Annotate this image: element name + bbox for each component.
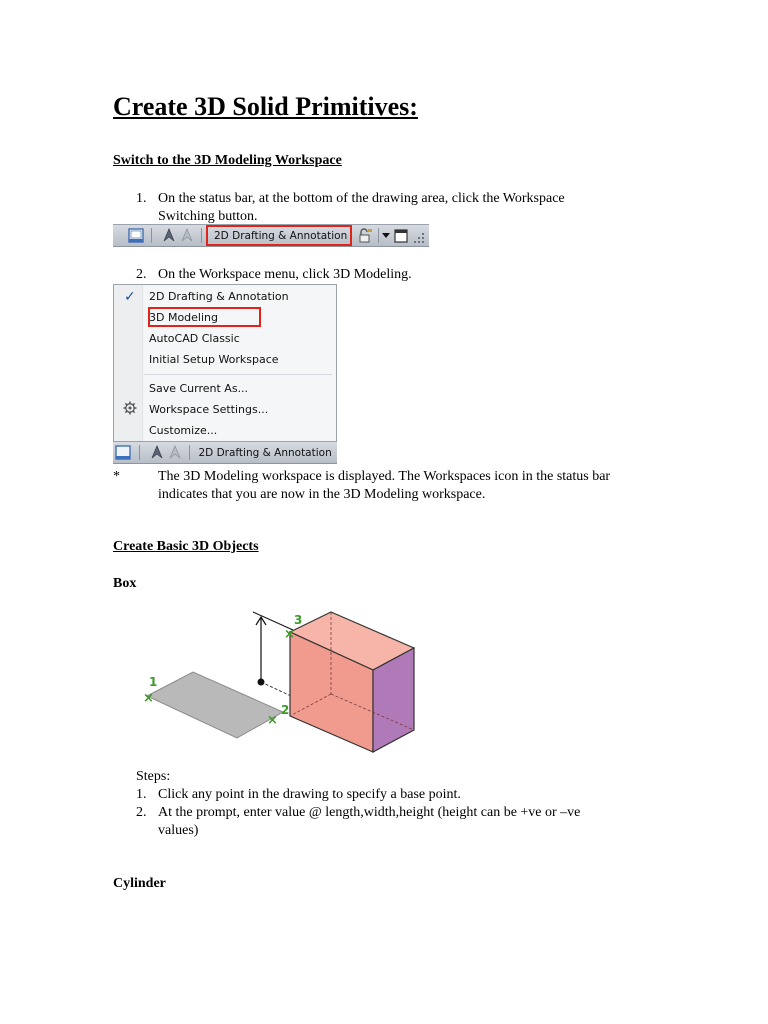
- note-text: indicates that you are now in the 3D Modeling workspace.: [158, 487, 486, 502]
- step-text: Switching button.: [158, 209, 258, 224]
- viewport-icon: [127, 227, 145, 244]
- gear-icon: [123, 401, 137, 418]
- step-text: On the status bar, at the bottom of the drawing area, click the Workspace: [158, 191, 565, 206]
- step-number: 2.: [136, 267, 147, 282]
- point-marker-icon: ×: [284, 627, 295, 642]
- workspace-switching-button[interactable]: [206, 225, 352, 246]
- workspace-button-label: 2D Drafting & Annotation: [198, 446, 332, 459]
- annotation-visibility-icon: [167, 444, 183, 461]
- checkmark-icon: ✓: [124, 289, 136, 305]
- annotation-visibility-icon: [179, 227, 195, 244]
- status-bar-screenshot-2: [113, 441, 337, 464]
- box-creation-figure: [133, 592, 423, 768]
- step-text: At the prompt, enter value @ length,width,height (height can be +ve or –ve: [158, 805, 581, 820]
- step-number: 1.: [136, 191, 147, 206]
- step-number: 1.: [136, 787, 147, 802]
- point-marker-icon: ×: [143, 691, 154, 706]
- status-menu-arrow-icon[interactable]: [381, 227, 391, 244]
- status-bar-screenshot: [113, 224, 429, 247]
- annotation-scale-icon: [149, 444, 165, 461]
- step-text: Click any point in the drawing to specify a base point.: [158, 787, 461, 802]
- viewport-icon: [114, 444, 132, 461]
- workspace-menu: [113, 284, 337, 442]
- note-bullet: *: [113, 469, 120, 484]
- menu-item-customize[interactable]: Customize...: [149, 424, 218, 437]
- section-heading-basic-3d-objects: Create Basic 3D Objects: [113, 539, 259, 554]
- lock-icon[interactable]: [356, 227, 374, 244]
- point-label-3: 3: [294, 613, 303, 627]
- step-number: 2.: [136, 805, 147, 820]
- menu-item-2d-drafting[interactable]: 2D Drafting & Annotation: [149, 290, 289, 303]
- page-title: Create 3D Solid Primitives:: [113, 92, 418, 121]
- box-heading: Box: [113, 576, 137, 591]
- note-text: The 3D Modeling workspace is displayed. The Workspaces icon in the status bar: [158, 469, 611, 484]
- resize-grip-icon: [413, 227, 427, 244]
- point-label-1: 1: [149, 675, 158, 689]
- point-label-2: 2: [281, 703, 290, 717]
- cylinder-heading: Cylinder: [113, 876, 166, 891]
- clean-screen-icon[interactable]: [393, 227, 409, 244]
- menu-item-3d-modeling[interactable]: 3D Modeling: [149, 311, 219, 324]
- section-heading-switch-workspace: Switch to the 3D Modeling Workspace: [113, 153, 342, 168]
- menu-item-workspace-settings[interactable]: Workspace Settings...: [149, 403, 269, 416]
- menu-item-autocad-classic[interactable]: AutoCAD Classic: [149, 332, 240, 345]
- menu-item-initial-setup[interactable]: Initial Setup Workspace: [149, 353, 279, 366]
- steps-label: Steps:: [136, 769, 171, 784]
- menu-item-save-current-as[interactable]: Save Current As...: [149, 382, 249, 395]
- workspace-button-label: 2D Drafting & Annotation: [214, 229, 348, 242]
- step-text: values): [158, 823, 199, 838]
- workspace-switching-button[interactable]: [195, 444, 335, 461]
- annotation-scale-icon: [161, 227, 177, 244]
- point-marker-icon: ×: [267, 713, 278, 728]
- step-text: On the Workspace menu, click 3D Modeling.: [158, 267, 412, 282]
